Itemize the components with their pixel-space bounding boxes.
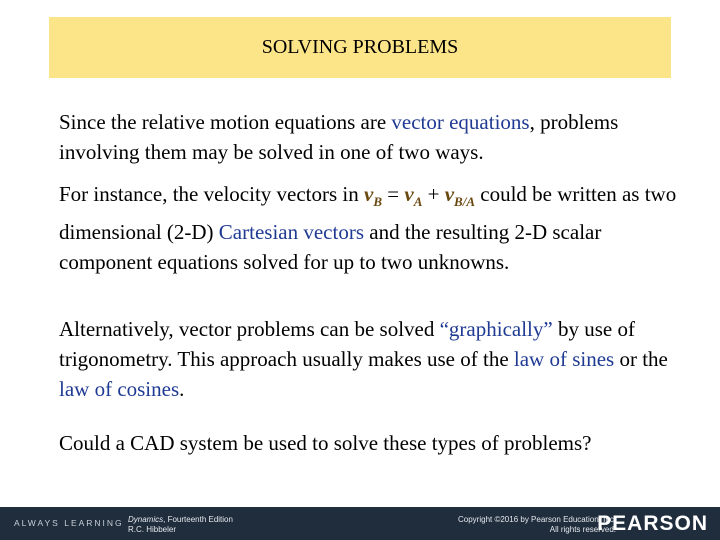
footer-book-edition: , Fourteenth Edition [163,515,233,524]
highlight-law-of-sines: law of sines [513,347,615,371]
para2-text-2: could be written as two dimensional (2-D) [59,182,677,245]
footer-author: R.C. Hibbeler [128,525,177,534]
paragraph-4: Could a CAD system be used to solve these types of problems? [59,431,592,455]
pearson-logo: PEARSON [597,512,708,535]
para1-text-1: Since the relative motion equations are [59,110,392,134]
highlight-cartesian-vectors: Cartesian vectors [218,220,364,245]
para3-text-3: or the [614,347,668,371]
slide-title: SOLVING PROBLEMS [261,36,459,58]
highlight-law-of-cosines: law of cosines [59,377,180,401]
footer-rights-line: All rights reserved. [549,525,616,534]
para3-text-4: . [179,377,185,401]
eq-v-ba: v [444,182,455,206]
paragraph-1 [59,107,679,167]
paragraph-2 [59,179,679,277]
eq-sub-ba: B/A [454,194,475,210]
footer-copyright [458,515,616,535]
highlight-graphically: “graphically” [439,317,553,341]
eq-v-b: v [364,182,374,206]
footer-copyright-line: Copyright ©2016 by Pearson Education, Inc. [458,515,616,524]
para2-text-1: For instance, the velocity vectors in [59,182,365,206]
footer-bar [0,507,720,540]
eq-plus: + [422,182,445,206]
eq-sub-a: A [413,194,423,210]
para1-text-2: , problems involving them may be solved in one of two ways. [59,110,619,164]
eq-v-a: v [404,182,414,206]
eq-sub-b: B [373,194,383,210]
para3-text-1: Alternatively, vector problems can be solved [59,317,440,341]
para2-text-3: and the resulting 2-D scalar component equations solved for up to two unknowns. [59,220,602,275]
paragraph-3 [59,314,679,404]
title-banner [49,17,671,78]
highlight-vector-equations: vector equations [391,110,530,134]
footer-book-title: Dynamics [128,515,164,524]
equation [364,182,475,210]
para3-text-2: by use of trigonometry. This approach usually makes use of the [59,317,635,371]
footer-brand: ALWAYS LEARNING [14,518,124,528]
footer-book-info [128,515,233,535]
eq-equals: = [382,182,405,206]
